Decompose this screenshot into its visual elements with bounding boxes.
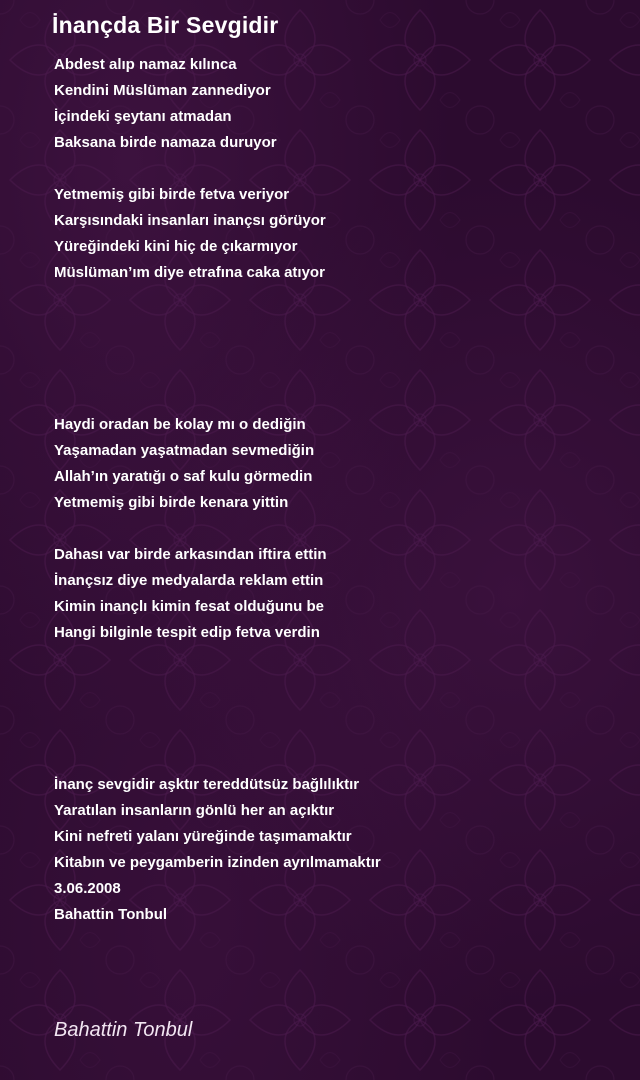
poem-line: Allah’ın yaratığı o saf kulu görmedin [54,468,313,485]
poem-line: Karşısındaki insanları inançsı görüyor [54,212,326,229]
poem-body [54,52,614,928]
stanza-2 [54,182,614,286]
poem-line: Baksana birde namaza duruyor [54,134,277,151]
stanza-gap [54,156,614,182]
poem-line: Kitabın ve peygamberin izinden ayrılmamaktır [54,854,381,871]
poem-line: Haydi oradan be kolay mı o dediğin [54,416,306,433]
poem-line: İnanç sevgidir aşktır tereddütsüz bağlılıktır [54,776,360,793]
stanza-5 [54,772,614,928]
poem-line: Yüreğindeki kini hiç de çıkarmıyor [54,238,298,255]
poem-line: Yetmemiş gibi birde kenara yittin [54,494,289,511]
poem-title: İnançda Bir Sevgidir [52,12,279,38]
poem-line: İnançsız diye medyalarda reklam ettin [54,572,324,589]
poem-line: Kimin inançlı kimin fesat olduğunu be [54,598,325,615]
stanza-4 [54,542,614,646]
poem-line: Abdest alıp namaz kılınca [54,56,237,73]
poem-line: Müslüman’ım diye etrafına caka atıyor [54,264,325,281]
poem-line: Kini nefreti yalanı yüreğinde taşımamaktır [54,828,352,845]
poem-line: Dahası var birde arkasından iftira ettin [54,546,327,563]
poem-line: Yaratılan insanların gönlü her an açıktır [54,802,335,819]
poem-date: 3.06.2008 [54,880,121,897]
author-signature: Bahattin Tonbul [54,1019,193,1041]
stanza-1 [54,52,614,156]
poem-line: Hangi bilginle tespit edip fetva verdin [54,624,320,641]
stanza-3 [54,412,614,516]
poem-line: Kendini Müslüman zannediyor [54,82,271,99]
stanza-gap [54,516,614,542]
section-gap [54,286,614,412]
poem-line: Yetmemiş gibi birde fetva veriyor [54,186,290,203]
poem-line: İçindeki şeytanı atmadan [54,108,232,125]
section-gap [54,646,614,772]
poem-line: Yaşamadan yaşatmadan sevmediğin [54,442,315,459]
poem-author: Bahattin Tonbul [54,906,168,923]
